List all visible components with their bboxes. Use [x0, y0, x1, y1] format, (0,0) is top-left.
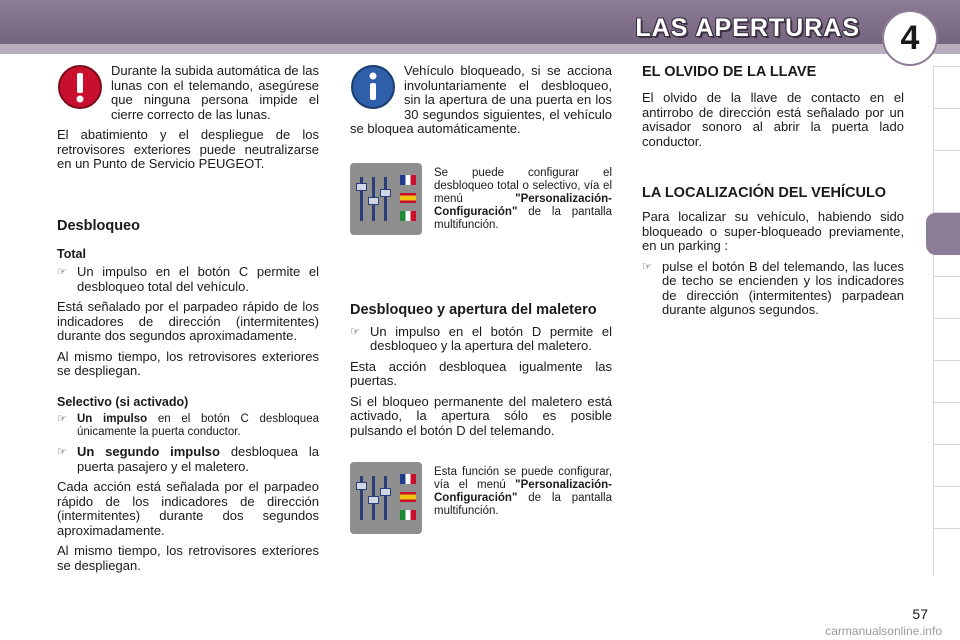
selectivo-mirror-text: Al mismo tiempo, los retrovisores exteriores se despliegan. — [57, 543, 319, 573]
chapter-tab[interactable] — [934, 486, 960, 529]
chapter-tab[interactable] — [934, 402, 960, 445]
total-mirror-text: Al mismo tiempo, los retrovisores exteriores se despliegan. — [57, 348, 319, 378]
config-note — [350, 163, 612, 238]
config-text: Esta función se puede configurar, vía el menú "Personalización-Configuración" de la pantalla multifunción. — [434, 466, 613, 517]
chapter-tab-active[interactable] — [926, 212, 960, 255]
info-icon — [350, 64, 396, 114]
total-signal-text: Está señalado por el parpadeo rápido de los indicadores de dirección (intermitentes) durante dos segundos aproximadamente. — [57, 299, 319, 343]
list-item: ☞ Un impulso en el botón C permite el desbloqueo total del vehículo. — [57, 264, 319, 294]
heading-localizacion: LA LOCALIZACIÓN DEL VEHÍCULO — [642, 185, 887, 201]
warning-text: Durante la subida automática de las lunas con el telemando, asegúrese que ninguna persona impide el cierre correcto de las lunas. — [111, 63, 319, 122]
config-text: Se puede configurar el desbloqueo total o selectivo, vía el menú "Personalización-Configuración" de la pantalla multifunción. — [434, 166, 612, 231]
list-item: ☞ Un impulso en el botón D permite el desbloqueo y la apertura del maletero. — [350, 323, 612, 353]
pointing-hand-icon: ☞ — [57, 446, 67, 458]
chapter-tab[interactable] — [934, 528, 960, 571]
list-item: ☞ Un segundo impulso desbloquea la puerta pasajero y el maletero. — [57, 444, 319, 474]
chapter-tab[interactable] — [934, 360, 960, 403]
settings-sliders-icon — [350, 163, 422, 235]
mirror-text: El abatimiento y el despliegue de los retrovisores exteriores puede neutralizarse en un Punto de Servicio PEUGEOT. — [57, 127, 319, 171]
header-band — [0, 44, 960, 54]
pointing-hand-icon: ☞ — [350, 325, 360, 338]
watermark: carmanualsonline.info — [825, 624, 942, 638]
chapter-tab[interactable] — [934, 150, 960, 193]
chapter-tab[interactable] — [934, 66, 960, 109]
settings-sliders-icon — [350, 462, 422, 534]
page-number: 57 — [912, 606, 928, 622]
pointing-hand-icon: ☞ — [57, 266, 67, 278]
page-header — [0, 0, 960, 57]
config-note — [350, 462, 612, 534]
maletero-text-2: Si el bloqueo permanente del maletero está activado, la apertura sólo es posible pulsando el botón D del telemando. — [350, 393, 612, 438]
column-left — [57, 64, 319, 579]
column-right — [642, 64, 904, 324]
heading-total: Total — [57, 246, 86, 261]
pointing-hand-icon: ☞ — [642, 260, 652, 273]
column-middle — [350, 64, 612, 534]
heading-olvido: EL OLVIDO DE LA LLAVE — [642, 64, 817, 80]
heading-selectivo: Selectivo (si activado) — [57, 394, 189, 409]
olvido-text: El olvido de la llave de contacto en el antirrobo de dirección está señalado por un avisador sonoro al abrir la puerta lado conductor. — [642, 90, 904, 149]
list-item: ☞ pulse el botón B del telemando, las luces de techo se encienden y los indicadores de dirección (intermitentes) parpadean durante algunos segundos. — [642, 258, 904, 317]
maletero-text-1: Esta acción desbloquea igualmente las puertas. — [350, 358, 612, 388]
chapter-tab[interactable] — [934, 276, 960, 319]
heading-maletero: Desbloqueo y apertura del maletero — [350, 301, 597, 318]
info-text: Vehículo bloqueado, si se acciona involuntariamente el desbloqueo, sin la apertura de una puerta en los 30 segundos siguientes, el vehículo se bloquea automáticamente. — [350, 63, 612, 136]
pointing-hand-icon: ☞ — [57, 413, 67, 425]
heading-desbloqueo: Desbloqueo — [57, 217, 140, 234]
selectivo-signal-text: Cada acción está señalada por el parpadeo rápido de los indicadores de dirección (intermitentes) durante dos segundos aproximadamente. — [57, 479, 319, 538]
chapter-tab[interactable] — [934, 444, 960, 487]
chapter-tab[interactable] — [934, 108, 960, 151]
localizacion-text: Para localizar su vehículo, habiendo sido bloqueado o super-bloqueado previamente, en un parking : — [642, 209, 904, 253]
chapter-number: 4 — [882, 10, 938, 66]
chapter-tab[interactable] — [934, 318, 960, 361]
chapter-tabs — [933, 66, 960, 576]
list-item: ☞ Un impulso en el botón C desbloquea únicamente la puerta conductor. — [57, 413, 319, 438]
exclamation-warning-icon — [57, 64, 103, 114]
page-title: LAS APERTURAS — [635, 14, 860, 42]
